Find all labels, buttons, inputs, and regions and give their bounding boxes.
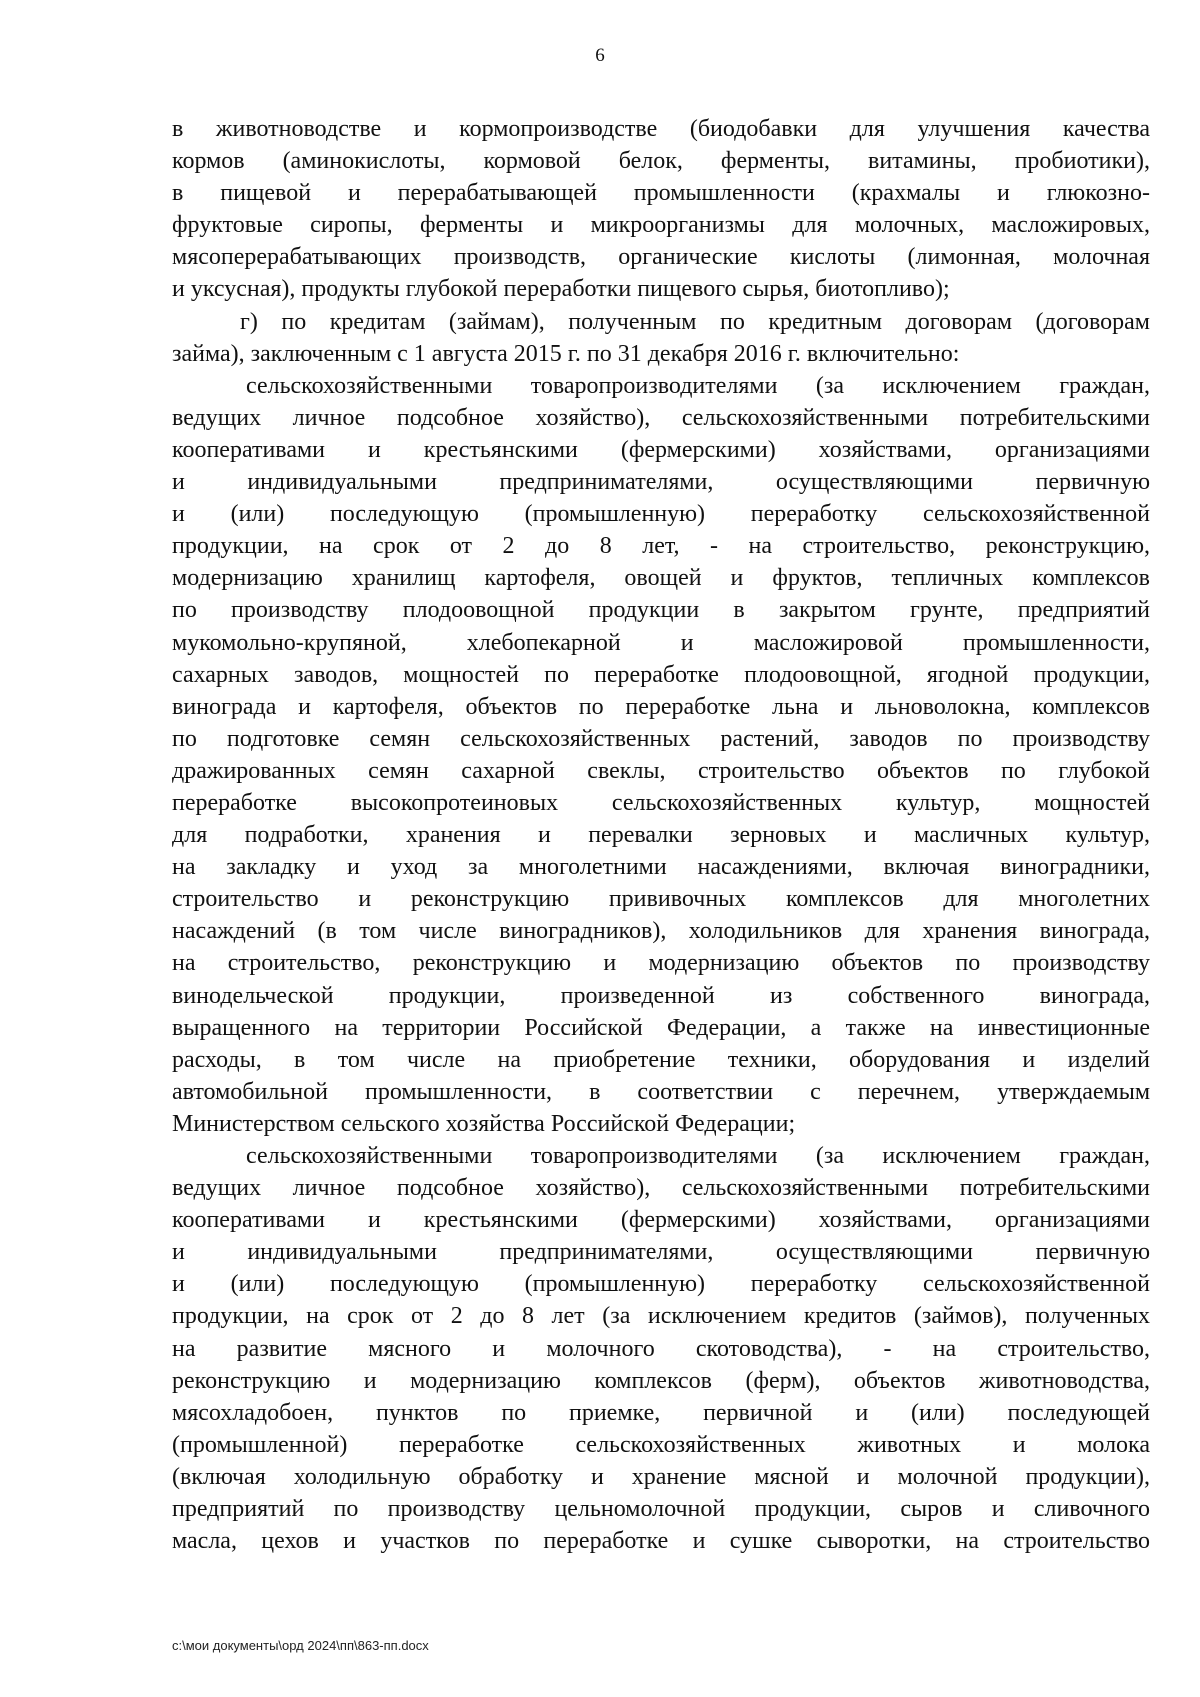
- text-line: сахарных заводов, мощностей по переработке плодоовощной, ягодной продукции,: [172, 661, 1150, 688]
- text-line: дражированных семян сахарной свеклы, строительство объектов по глубокой: [172, 757, 1150, 784]
- text-line: (включая холодильную обработку и хранение мясной и молочной продукции),: [172, 1463, 1150, 1490]
- text-line: реконструкцию и модернизацию комплексов (ферм), объектов животноводства,: [172, 1367, 1150, 1394]
- text-line: мясоперерабатывающих производств, органические кислоты (лимонная, молочная: [172, 244, 1150, 271]
- text-line: для подработки, хранения и перевалки зерновых и масличных культур,: [172, 822, 1150, 849]
- text-line: и уксусная), продукты глубокой переработки пищевого сырья, биотопливо);: [172, 276, 950, 303]
- text-line: кооперативами и крестьянскими (фермерскими) хозяйствами, организациями: [172, 436, 1150, 463]
- text-line: по подготовке семян сельскохозяйственных растений, заводов по производству: [172, 725, 1150, 752]
- text-line: Министерством сельского хозяйства Российской Федерации;: [172, 1110, 796, 1137]
- text-line: сельскохозяйственными товаропроизводителями (за исключением граждан,: [246, 372, 1150, 399]
- text-line: фруктовые сиропы, ферменты и микроорганизмы для молочных, масложировых,: [172, 212, 1150, 239]
- text-line: мукомольно-крупяной, хлебопекарной и масложировой промышленности,: [172, 629, 1150, 656]
- text-line: переработке высокопротеиновых сельскохозяйственных культур, мощностей: [172, 789, 1150, 816]
- text-line: по производству плодоовощной продукции в закрытом грунте, предприятий: [172, 597, 1150, 624]
- text-line: на строительство, реконструкцию и модернизацию объектов по производству: [172, 950, 1150, 977]
- file-path-footer: c:\мои документы\орд 2024\пп\863-пп.docx: [172, 1638, 429, 1653]
- text-line: модернизацию хранилищ картофеля, овощей и фруктов, тепличных комплексов: [172, 565, 1150, 592]
- text-line: мясохладобоен, пунктов по приемке, первичной и (или) последующей: [172, 1399, 1150, 1426]
- paragraph: [172, 1140, 1150, 1557]
- text-line: расходы, в том числе на приобретение техники, оборудования и изделий: [172, 1046, 1150, 1073]
- text-line: насаждений (в том числе виноградников), холодильников для хранения винограда,: [172, 918, 1150, 945]
- text-line: в пищевой и перерабатывающей промышленности (крахмалы и глюкозно-: [172, 180, 1150, 207]
- paragraph: [172, 113, 1150, 306]
- text-line: и (или) последующую (промышленную) переработку сельскохозяйственной: [172, 501, 1150, 528]
- text-line: на развитие мясного и молочного скотоводства), - на строительство,: [172, 1335, 1150, 1362]
- text-line: масла, цехов и участков по переработке и сушке сыворотки, на строительство: [172, 1528, 1150, 1555]
- text-line: кормов (аминокислоты, кормовой белок, ферменты, витамины, пробиотики),: [172, 148, 1150, 175]
- text-line: займа), заключенным с 1 августа 2015 г. по 31 декабря 2016 г. включительно:: [172, 340, 960, 367]
- text-line: ведущих личное подсобное хозяйство), сельскохозяйственными потребительскими: [172, 404, 1150, 431]
- page-number: 6: [595, 45, 605, 66]
- paragraph: [172, 306, 1150, 370]
- text-line: и (или) последующую (промышленную) переработку сельскохозяйственной: [172, 1271, 1150, 1298]
- document-body: [172, 113, 1150, 1557]
- text-line: и индивидуальными предпринимателями, осуществляющими первичную: [172, 469, 1150, 496]
- text-line: на закладку и уход за многолетними насаждениями, включая виноградники,: [172, 854, 1150, 881]
- text-line: (промышленной) переработке сельскохозяйственных животных и молока: [172, 1431, 1150, 1458]
- text-line: и индивидуальными предпринимателями, осуществляющими первичную: [172, 1239, 1150, 1266]
- text-line: винограда и картофеля, объектов по переработке льна и льноволокна, комплексов: [172, 693, 1150, 720]
- text-line: в животноводстве и кормопроизводстве (биодобавки для улучшения качества: [172, 116, 1150, 142]
- text-line: предприятий по производству цельномолочной продукции, сыров и сливочного: [172, 1496, 1150, 1523]
- text-line: строительство и реконструкцию прививочных комплексов для многолетних: [172, 886, 1150, 913]
- text-line: г) по кредитам (займам), полученным по кредитным договорам (договорам: [240, 308, 1150, 335]
- text-line: кооперативами и крестьянскими (фермерскими) хозяйствами, организациями: [172, 1207, 1150, 1234]
- text-line: выращенного на территории Российской Федерации, а также на инвестиционные: [172, 1014, 1150, 1041]
- text-line: ведущих личное подсобное хозяйство), сельскохозяйственными потребительскими: [172, 1175, 1150, 1202]
- text-line: автомобильной промышленности, в соответствии с перечнем, утверждаемым: [172, 1078, 1150, 1105]
- text-line: продукции, на срок от 2 до 8 лет, - на строительство, реконструкцию,: [172, 533, 1150, 560]
- paragraph: [172, 370, 1150, 1140]
- text-line: продукции, на срок от 2 до 8 лет (за исключением кредитов (займов), полученных: [172, 1303, 1150, 1330]
- text-line: винодельческой продукции, произведенной из собственного винограда,: [172, 982, 1150, 1009]
- text-line: сельскохозяйственными товаропроизводителями (за исключением граждан,: [246, 1143, 1150, 1169]
